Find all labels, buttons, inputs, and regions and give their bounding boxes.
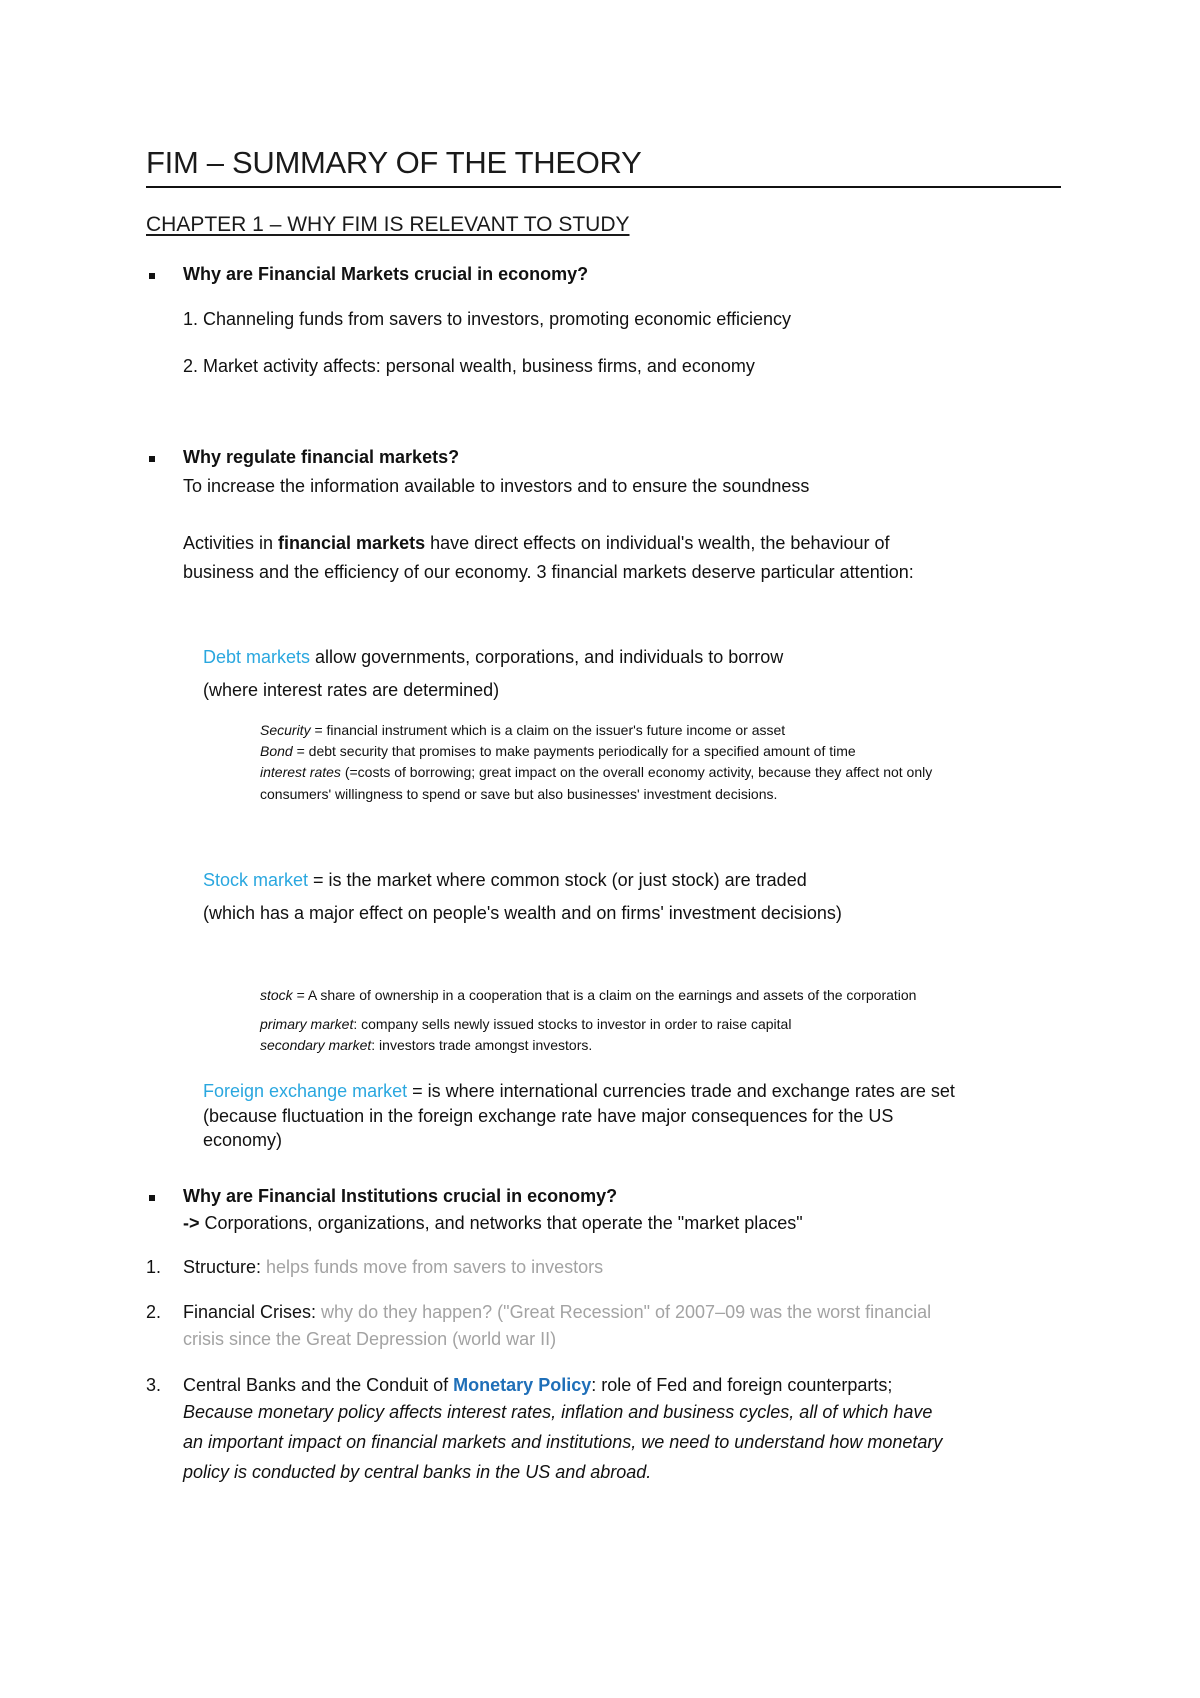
institutions-answer — [183, 1213, 803, 1234]
definition-term: interest rates — [260, 764, 341, 780]
stock-market-line2: (which has a major effect on people's wealth and on firms' investment decisions) — [203, 903, 842, 923]
list-item-financial-crises — [183, 1302, 931, 1323]
definition-primary-market — [260, 1016, 791, 1032]
regulate-answer: To increase the information available to investors and to ensure the soundness — [183, 476, 810, 496]
forex-market-line3: economy) — [203, 1130, 283, 1150]
question-financial-institutions: Why are Financial Institutions crucial in economy? — [183, 1186, 618, 1206]
question-regulate: Why regulate financial markets? — [183, 447, 460, 467]
definition-term: primary market — [260, 1016, 354, 1032]
definition-term: Bond — [260, 743, 293, 759]
definition-text: : investors trade amongst investors. — [371, 1037, 593, 1053]
point-channeling-funds: 1. Channeling funds from savers to investors, promoting economic efficiency — [183, 309, 791, 329]
list-item-grey-text: why do they happen? ("Great Recession" of 2007–09 was the worst financial — [321, 1302, 932, 1322]
stock-market-line — [203, 870, 807, 891]
list-item-text: : role of Fed and foreign counterparts; — [591, 1375, 893, 1395]
definition-term: secondary market — [260, 1037, 372, 1053]
activities-bold-term: financial markets — [278, 533, 426, 553]
list-number: 3. — [146, 1375, 162, 1395]
monetary-policy-explanation-line2: an important impact on financial markets and institutions, we need to understand how monetary — [183, 1432, 943, 1452]
definition-text: = A share of ownership in a cooperation that is a claim on the earnings and assets of the corporation — [292, 987, 917, 1003]
bullet-icon — [149, 456, 155, 462]
forex-market-line — [203, 1081, 955, 1102]
forex-market-term: Foreign exchange market — [203, 1081, 408, 1101]
list-item-grey-text: helps funds move from savers to investors — [266, 1257, 604, 1277]
list-item-central-banks — [183, 1375, 892, 1396]
debt-markets-line2: (where interest rates are determined) — [203, 680, 500, 700]
point-market-activity: 2. Market activity affects: personal wealth, business firms, and economy — [183, 356, 755, 376]
stock-market-desc: = is the market where common stock (or just stock) are traded — [308, 870, 807, 890]
list-item-grey-text-line2: crisis since the Great Depression (world war II) — [183, 1329, 557, 1349]
definition-text: = financial instrument which is a claim on the issuer's future income or asset — [310, 722, 786, 738]
page-title: FIM – SUMMARY OF THE THEORY — [146, 145, 642, 180]
stock-market-term: Stock market — [203, 870, 309, 890]
list-item-label: Central Banks and the Conduit of — [183, 1375, 454, 1395]
definition-text: (=costs of borrowing; great impact on the overall economy activity, because they affect not only — [340, 764, 933, 780]
activities-paragraph-line1 — [183, 533, 890, 554]
activities-paragraph-line2: business and the efficiency of our economy. 3 financial markets deserve particular attention: — [183, 562, 914, 582]
definition-text: : company sells newly issued stocks to investor in order to raise capital — [353, 1016, 792, 1032]
definition-text: = debt security that promises to make payments periodically for a specified amount of time — [292, 743, 856, 759]
monetary-policy-explanation-line3: policy is conducted by central banks in the US and abroad. — [183, 1462, 652, 1482]
question-financial-markets: Why are Financial Markets crucial in economy? — [183, 264, 589, 284]
definition-security — [260, 722, 785, 738]
activities-text: have direct effects on individual's wealth, the behaviour of — [425, 533, 890, 553]
list-item-label: Financial Crises: — [183, 1302, 322, 1322]
list-number: 1. — [146, 1257, 162, 1277]
definition-term: Security — [260, 722, 311, 738]
bullet-icon — [149, 273, 155, 279]
definition-interest-rates — [260, 764, 932, 780]
debt-markets-line — [203, 647, 783, 668]
title-divider — [146, 186, 1061, 188]
monetary-policy-explanation-line1: Because monetary policy affects interest rates, inflation and business cycles, all of which have — [183, 1402, 933, 1422]
list-item-structure — [183, 1257, 603, 1278]
monetary-policy-highlight: Monetary Policy — [453, 1375, 592, 1395]
definition-stock — [260, 987, 916, 1003]
definition-interest-rates-line2: consumers' willingness to spend or save but also businesses' investment decisions. — [260, 786, 778, 802]
forex-market-line2: (because fluctuation in the foreign exchange rate have major consequences for the US — [203, 1106, 894, 1126]
debt-markets-desc: allow governments, corporations, and individuals to borrow — [310, 647, 784, 667]
definition-term: stock — [260, 987, 293, 1003]
forex-market-desc: = is where international currencies trade and exchange rates are set — [407, 1081, 955, 1101]
list-number: 2. — [146, 1302, 162, 1322]
debt-markets-term: Debt markets — [203, 647, 311, 667]
arrow-icon: -> — [183, 1213, 200, 1233]
list-item-label: Structure: — [183, 1257, 267, 1277]
definition-secondary-market — [260, 1037, 592, 1053]
chapter-heading: CHAPTER 1 – WHY FIM IS RELEVANT TO STUDY — [146, 213, 630, 236]
bullet-icon — [149, 1195, 155, 1201]
activities-text: Activities in — [183, 533, 279, 553]
definition-bond — [260, 743, 856, 759]
institutions-answer-text: Corporations, organizations, and networks that operate the "market places" — [199, 1213, 803, 1233]
